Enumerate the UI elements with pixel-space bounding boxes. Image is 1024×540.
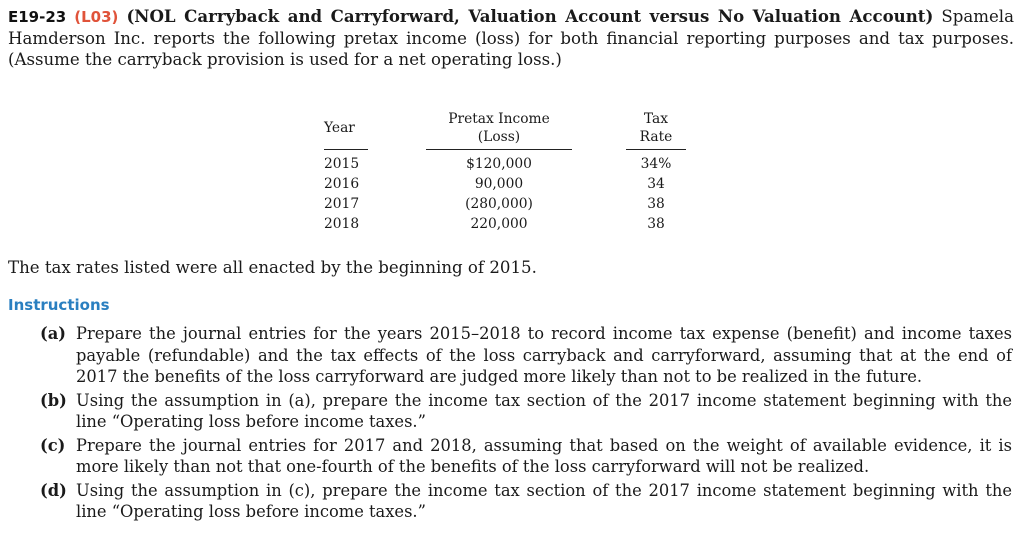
table-row xyxy=(324,214,686,234)
cell-income: 220,000 xyxy=(470,216,528,232)
cell-rate: 38 xyxy=(647,216,665,232)
instructions-list xyxy=(40,323,1012,525)
cell-income: 90,000 xyxy=(474,176,524,192)
exercise-intro: Spamela Hamderson Inc. reports the following pretax income (loss) for both financial reporting purposes and tax purposes. (Assume the carryback provision is used for a net operating loss.) xyxy=(8,7,1014,69)
header-income: Pretax Income (Loss) xyxy=(426,110,572,150)
header-rate: Tax Rate xyxy=(626,110,686,150)
exercise-title: (NOL Carryback and Carryforward, Valuation Account versus No Valuation Account) xyxy=(126,6,934,26)
income-table xyxy=(324,110,686,234)
table-header-row xyxy=(324,110,686,150)
instruction-label: (a) xyxy=(40,324,66,343)
exercise-header xyxy=(8,6,1014,70)
instruction-label: (b) xyxy=(40,390,67,410)
instruction-item xyxy=(40,390,1012,433)
table-row xyxy=(324,194,686,214)
learning-objective: (L03) xyxy=(74,8,119,26)
cell-year: 2018 xyxy=(324,216,360,232)
cell-income: $120,000 xyxy=(466,156,532,172)
instruction-item xyxy=(40,435,1012,478)
cell-year: 2016 xyxy=(324,176,360,192)
cell-year: 2017 xyxy=(324,196,360,212)
cell-rate: 38 xyxy=(647,196,665,212)
table-row xyxy=(324,150,686,175)
cell-year: 2015 xyxy=(324,156,360,172)
instruction-label: (c) xyxy=(40,435,66,455)
exercise-number: E19-23 xyxy=(8,8,67,26)
cell-rate: 34 xyxy=(647,176,665,192)
instruction-text: Prepare the journal entries for 2017 and 2018, assuming that based on the weight of available evidence, it is more likely than not that one-fourth of the benefits of the loss carryforward will not be realized. xyxy=(76,435,1012,476)
instruction-text: Using the assumption in (c), prepare the income tax section of the 2017 income statement beginning with the line “Operating loss before income taxes.” xyxy=(76,480,1012,521)
instruction-label: (d) xyxy=(40,480,67,500)
instruction-text: Using the assumption in (a), prepare the income tax section of the 2017 income statement beginning with the line “Operating loss before income taxes.” xyxy=(76,390,1012,431)
instruction-text: Prepare the journal entries for the years 2015–2018 to record income tax expense (benefit) and income taxes payable (refundable) and the tax effects of the loss carryback and carryforward, assuming that at the end of 2017 the benefits of the loss carryforward are judged more likely than not to be realized in the future. xyxy=(76,324,1012,386)
instruction-item xyxy=(40,323,1012,388)
cell-rate: 34% xyxy=(640,156,672,172)
header-year: Year xyxy=(324,110,368,150)
tax-rate-note: The tax rates listed were all enacted by the beginning of 2015. xyxy=(8,258,537,277)
cell-income: (280,000) xyxy=(465,196,533,212)
table-row xyxy=(324,174,686,194)
instruction-item xyxy=(40,480,1012,523)
instructions-heading: Instructions xyxy=(8,296,110,314)
